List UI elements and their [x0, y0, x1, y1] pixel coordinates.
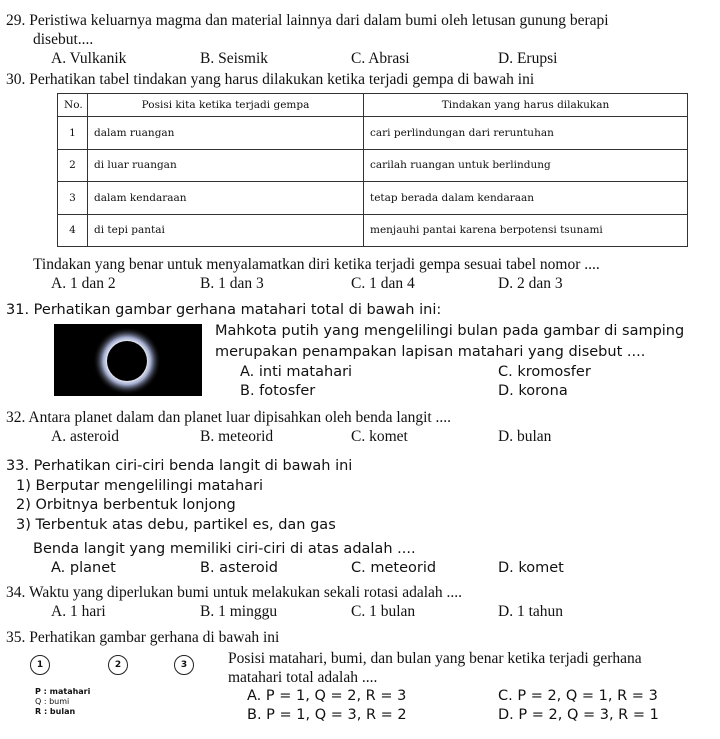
q31-option-d[interactable]: D. korona — [498, 383, 568, 399]
legend-q: Q : bumi — [35, 697, 70, 706]
position-1-circle: 1 — [30, 655, 50, 675]
table-cell-no: 1 — [58, 117, 88, 149]
q33-option-b[interactable]: B. asteroid — [200, 560, 278, 576]
table-cell-action: menjauhi pantai karena berpotensi tsunami — [364, 214, 688, 246]
legend-r: R : bulan — [35, 707, 76, 716]
q33-item-1: 1) Berputar mengelilingi matahari — [16, 478, 264, 494]
q31-option-a[interactable]: A. inti matahari — [240, 364, 353, 380]
q29-option-c[interactable]: C. Abrasi — [351, 50, 410, 67]
q31-option-b[interactable]: B. fotosfer — [240, 383, 316, 399]
q34-stem: 34. Waktu yang diperlukan bumi untuk melakukan sekali rotasi adalah .... — [6, 584, 463, 601]
table-cell-position: di luar ruangan — [88, 149, 364, 181]
q35-option-b[interactable]: B. P = 1, Q = 3, R = 2 — [247, 707, 407, 723]
table-cell-action: cari perlindungan dari reruntuhan — [364, 117, 688, 149]
table-cell-no: 2 — [58, 149, 88, 181]
q30-question: Tindakan yang benar untuk menyalamatkan diri ketika terjadi gempa sesuai tabel nomor .... — [33, 256, 600, 273]
table-header-action: Tindakan yang harus dilakukan — [364, 94, 688, 117]
solar-eclipse-icon — [54, 324, 202, 396]
q34-option-d[interactable]: D. 1 tahun — [498, 603, 564, 620]
q29-option-d[interactable]: D. Erupsi — [498, 50, 558, 67]
q33-stem: 33. Perhatikan ciri-ciri benda langit di bawah ini — [6, 458, 353, 474]
table-header-no: No. — [58, 94, 88, 117]
q35-option-a[interactable]: A. P = 1, Q = 2, R = 3 — [247, 688, 407, 704]
q35-text-line1: Posisi matahari, bumi, dan bulan yang benar ketika terjadi gerhana — [228, 650, 642, 667]
table-cell-action: tetap berada dalam kendaraan — [364, 182, 688, 214]
q32-option-a[interactable]: A. asteroid — [51, 428, 120, 445]
q34-option-a[interactable]: A. 1 hari — [51, 603, 106, 620]
q34-option-c[interactable]: C. 1 bulan — [351, 603, 416, 620]
q30-stem: 30. Perhatikan tabel tindakan yang harus dilakukan ketika terjadi gempa di bawah ini — [6, 71, 535, 88]
q32-option-d[interactable]: D. bulan — [498, 428, 552, 445]
q30-option-b[interactable]: B. 1 dan 3 — [200, 275, 264, 292]
table-header-row — [58, 94, 688, 117]
q29-option-a[interactable]: A. Vulkanik — [51, 50, 127, 67]
table-row — [58, 149, 688, 181]
table-cell-action: carilah ruangan untuk berlindung — [364, 149, 688, 181]
table-row — [58, 182, 688, 214]
q35-option-d[interactable]: D. P = 2, Q = 3, R = 1 — [498, 707, 659, 723]
table-cell-position: dalam kendaraan — [88, 182, 364, 214]
q29-stem-line2: disebut.... — [33, 31, 94, 48]
q31-text-line1: Mahkota putih yang mengelilingi bulan pada gambar di samping — [215, 323, 685, 339]
q31-text-line2: merupakan penampakan lapisan matahari yang disebut .... — [215, 344, 646, 360]
table-cell-no: 3 — [58, 182, 88, 214]
q35-option-c[interactable]: C. P = 2, Q = 1, R = 3 — [498, 688, 658, 704]
table-header-position: Posisi kita ketika terjadi gempa — [88, 94, 364, 117]
q35-stem: 35. Perhatikan gambar gerhana di bawah ini — [6, 629, 280, 646]
q30-table — [57, 93, 688, 247]
table-cell-position: dalam ruangan — [88, 117, 364, 149]
q32-stem: 32. Antara planet dalam dan planet luar dipisahkan oleh benda langit .... — [6, 409, 452, 426]
legend-p: P : matahari — [35, 687, 91, 696]
table-cell-position: di tepi pantai — [88, 214, 364, 246]
q33-item-3: 3) Terbentuk atas debu, partikel es, dan gas — [16, 517, 336, 533]
table-cell-no: 4 — [58, 214, 88, 246]
q33-option-d[interactable]: D. komet — [498, 560, 564, 576]
q31-option-c[interactable]: C. kromosfer — [498, 364, 591, 380]
q30-option-a[interactable]: A. 1 dan 2 — [51, 275, 116, 292]
q32-option-c[interactable]: C. komet — [351, 428, 408, 445]
q33-option-a[interactable]: A. planet — [51, 560, 116, 576]
q32-option-b[interactable]: B. meteorid — [200, 428, 274, 445]
q29-stem-line1: 29. Peristiwa keluarnya magma dan material lainnya dari dalam bumi oleh letusan gunung berapi — [6, 12, 609, 29]
q30-option-d[interactable]: D. 2 dan 3 — [498, 275, 563, 292]
q29-option-b[interactable]: B. Seismik — [200, 50, 269, 67]
q34-option-b[interactable]: B. 1 minggu — [200, 603, 278, 620]
table-row — [58, 214, 688, 246]
position-2-circle: 2 — [108, 655, 128, 675]
q33-question: Benda langit yang memiliki ciri-ciri di atas adalah .... — [33, 541, 416, 557]
table-row — [58, 117, 688, 149]
q35-text-line2: matahari total adalah .... — [228, 669, 378, 686]
q31-stem: 31. Perhatikan gambar gerhana matahari total di bawah ini: — [6, 302, 442, 318]
position-3-circle: 3 — [174, 655, 194, 675]
q33-item-2: 2) Orbitnya berbentuk lonjong — [16, 497, 236, 513]
q30-option-c[interactable]: C. 1 dan 4 — [351, 275, 415, 292]
eclipse-image — [54, 324, 202, 396]
q33-option-c[interactable]: C. meteorid — [351, 560, 437, 576]
